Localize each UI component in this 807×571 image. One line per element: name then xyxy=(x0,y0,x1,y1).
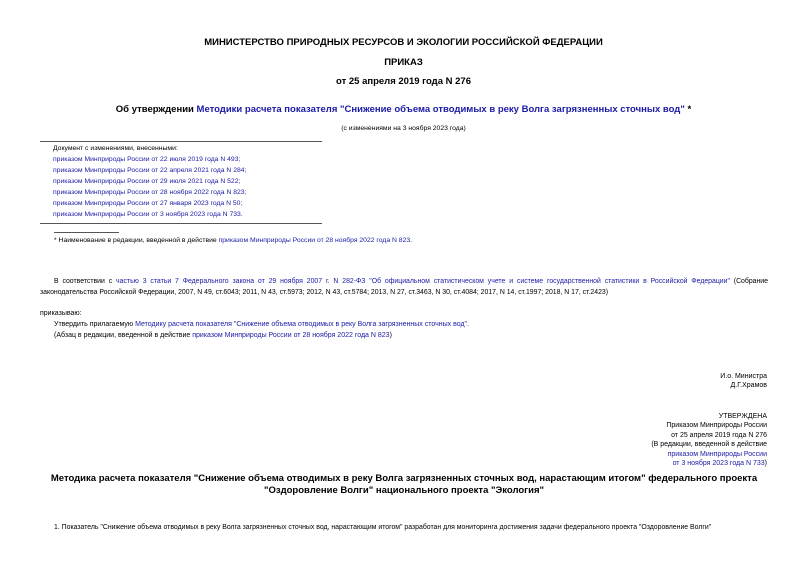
ministry-name: МИНИСТЕРСТВО ПРИРОДНЫХ РЕСУРСОВ И ЭКОЛОГИИ РОССИЙСКОЙ ФЕДЕРАЦИИ xyxy=(204,37,603,48)
footnote-text: * Наименование в редакции, введенной в действие xyxy=(54,237,219,244)
abzac-prefix: (Абзац в редакции, введенной в действие xyxy=(54,332,193,339)
amendment-link[interactable]: приказом Минприроды России от 29 июля 2021 года N 522; xyxy=(53,178,241,185)
approve-prefix: Утвердить прилагаемую xyxy=(54,321,136,328)
abzac-end: ) xyxy=(389,332,392,339)
amendments-bottom-divider xyxy=(40,223,322,224)
abzac-note xyxy=(54,332,392,339)
basis-suffix: (Собрание законодательства Российской Федерации, 2007, N 49, ст.6043; 2011, N 43, ст.5973; 2012, N 43, ст.5784; 2013, N 27, ст.3463, N 30, ст.4084; 2017, N 14, ст.1997; 2018, N 17, ст.2423) xyxy=(40,278,768,296)
footnote-divider xyxy=(54,232,119,233)
doc-title xyxy=(0,104,807,115)
footnote-end: . xyxy=(410,237,413,244)
federal-law-link[interactable]: частью 3 статьи 7 Федерального закона от 29 ноября 2007 г. N 282-ФЗ "Об официальном статистическом учете и системе государственной статистики в Российской Федерации" xyxy=(116,278,730,285)
approve-line xyxy=(54,321,469,328)
basis-paragraph xyxy=(40,277,768,298)
approved-edition-date-link[interactable]: от 3 ноября 2023 года N 733 xyxy=(672,460,765,468)
method-paragraph-1: 1. Показатель "Снижение объема отводимых в реку Волга загрязненных сточных вод, нарастающим итогом" разработан для мониторинга достижения задачи федерального проекта "Оздоровление Волги" xyxy=(54,524,712,531)
doc-title-link[interactable]: Методики расчета показателя "Снижение объема отводимых в реку Волга загрязненных сточных вод" xyxy=(196,104,685,115)
doc-date-number: от 25 апреля 2019 года N 276 xyxy=(336,76,471,87)
edition-note: (с изменениями на 3 ноября 2023 года) xyxy=(341,125,466,132)
doc-title-suffix: * xyxy=(684,104,692,115)
signature-name: Д.Г.Храмов xyxy=(730,382,767,390)
amendments-top-divider xyxy=(40,141,322,142)
approved-block xyxy=(651,412,767,468)
amendment-link[interactable]: приказом Минприроды России от 28 ноября 2022 года N 823; xyxy=(53,189,247,196)
amendment-link[interactable]: приказом Минприроды России от 22 июля 2019 года N 493; xyxy=(53,156,241,163)
approved-by: Приказом Минприроды России xyxy=(666,422,767,430)
amendments-heading: Документ с изменениями, внесенными: xyxy=(53,145,178,152)
method-title: Методика расчета показателя "Снижение объема отводимых в реку Волга загрязненных сточных вод, нарастающим итогом" федерального проекта "Оздоровление Волги" национального проекта "Экология" xyxy=(50,473,758,496)
approve-end: . xyxy=(467,321,469,328)
doc-title-prefix: Об утверждении xyxy=(115,104,197,115)
approved-edition-link[interactable]: приказом Минприроды России xyxy=(667,450,767,458)
footnote-link[interactable]: приказом Минприроды России от 28 ноября 2022 года N 823 xyxy=(218,237,411,244)
approved-edition: (В редакции, введенной в действие xyxy=(651,441,767,449)
basis-prefix: В соответствии с xyxy=(54,278,117,285)
amendment-link[interactable]: приказом Минприроды России от 22 апреля 2021 года N 284; xyxy=(53,167,247,174)
signature-position: И.о. Министра xyxy=(720,373,767,380)
doc-type: ПРИКАЗ xyxy=(384,57,423,68)
approved-date: от 25 апреля 2019 года N 276 xyxy=(671,431,767,439)
signature-block xyxy=(720,372,767,391)
amendment-link[interactable]: приказом Минприроды России от 3 ноября 2023 года N 733. xyxy=(53,211,243,218)
method-link[interactable]: Методику расчета показателя "Снижение объема отводимых в реку Волга загрязненных сточных вод" xyxy=(135,321,468,328)
amendment-link[interactable]: приказом Минприроды России от 27 января 2023 года N 50; xyxy=(53,200,243,207)
abzac-link[interactable]: приказом Минприроды России от 28 ноября 2022 года N 823 xyxy=(192,332,390,339)
approved-edition-end: ) xyxy=(764,460,767,468)
approved-title: УТВЕРЖДЕНА xyxy=(718,413,767,420)
order-word: приказываю: xyxy=(40,310,82,317)
footnote xyxy=(54,238,412,245)
